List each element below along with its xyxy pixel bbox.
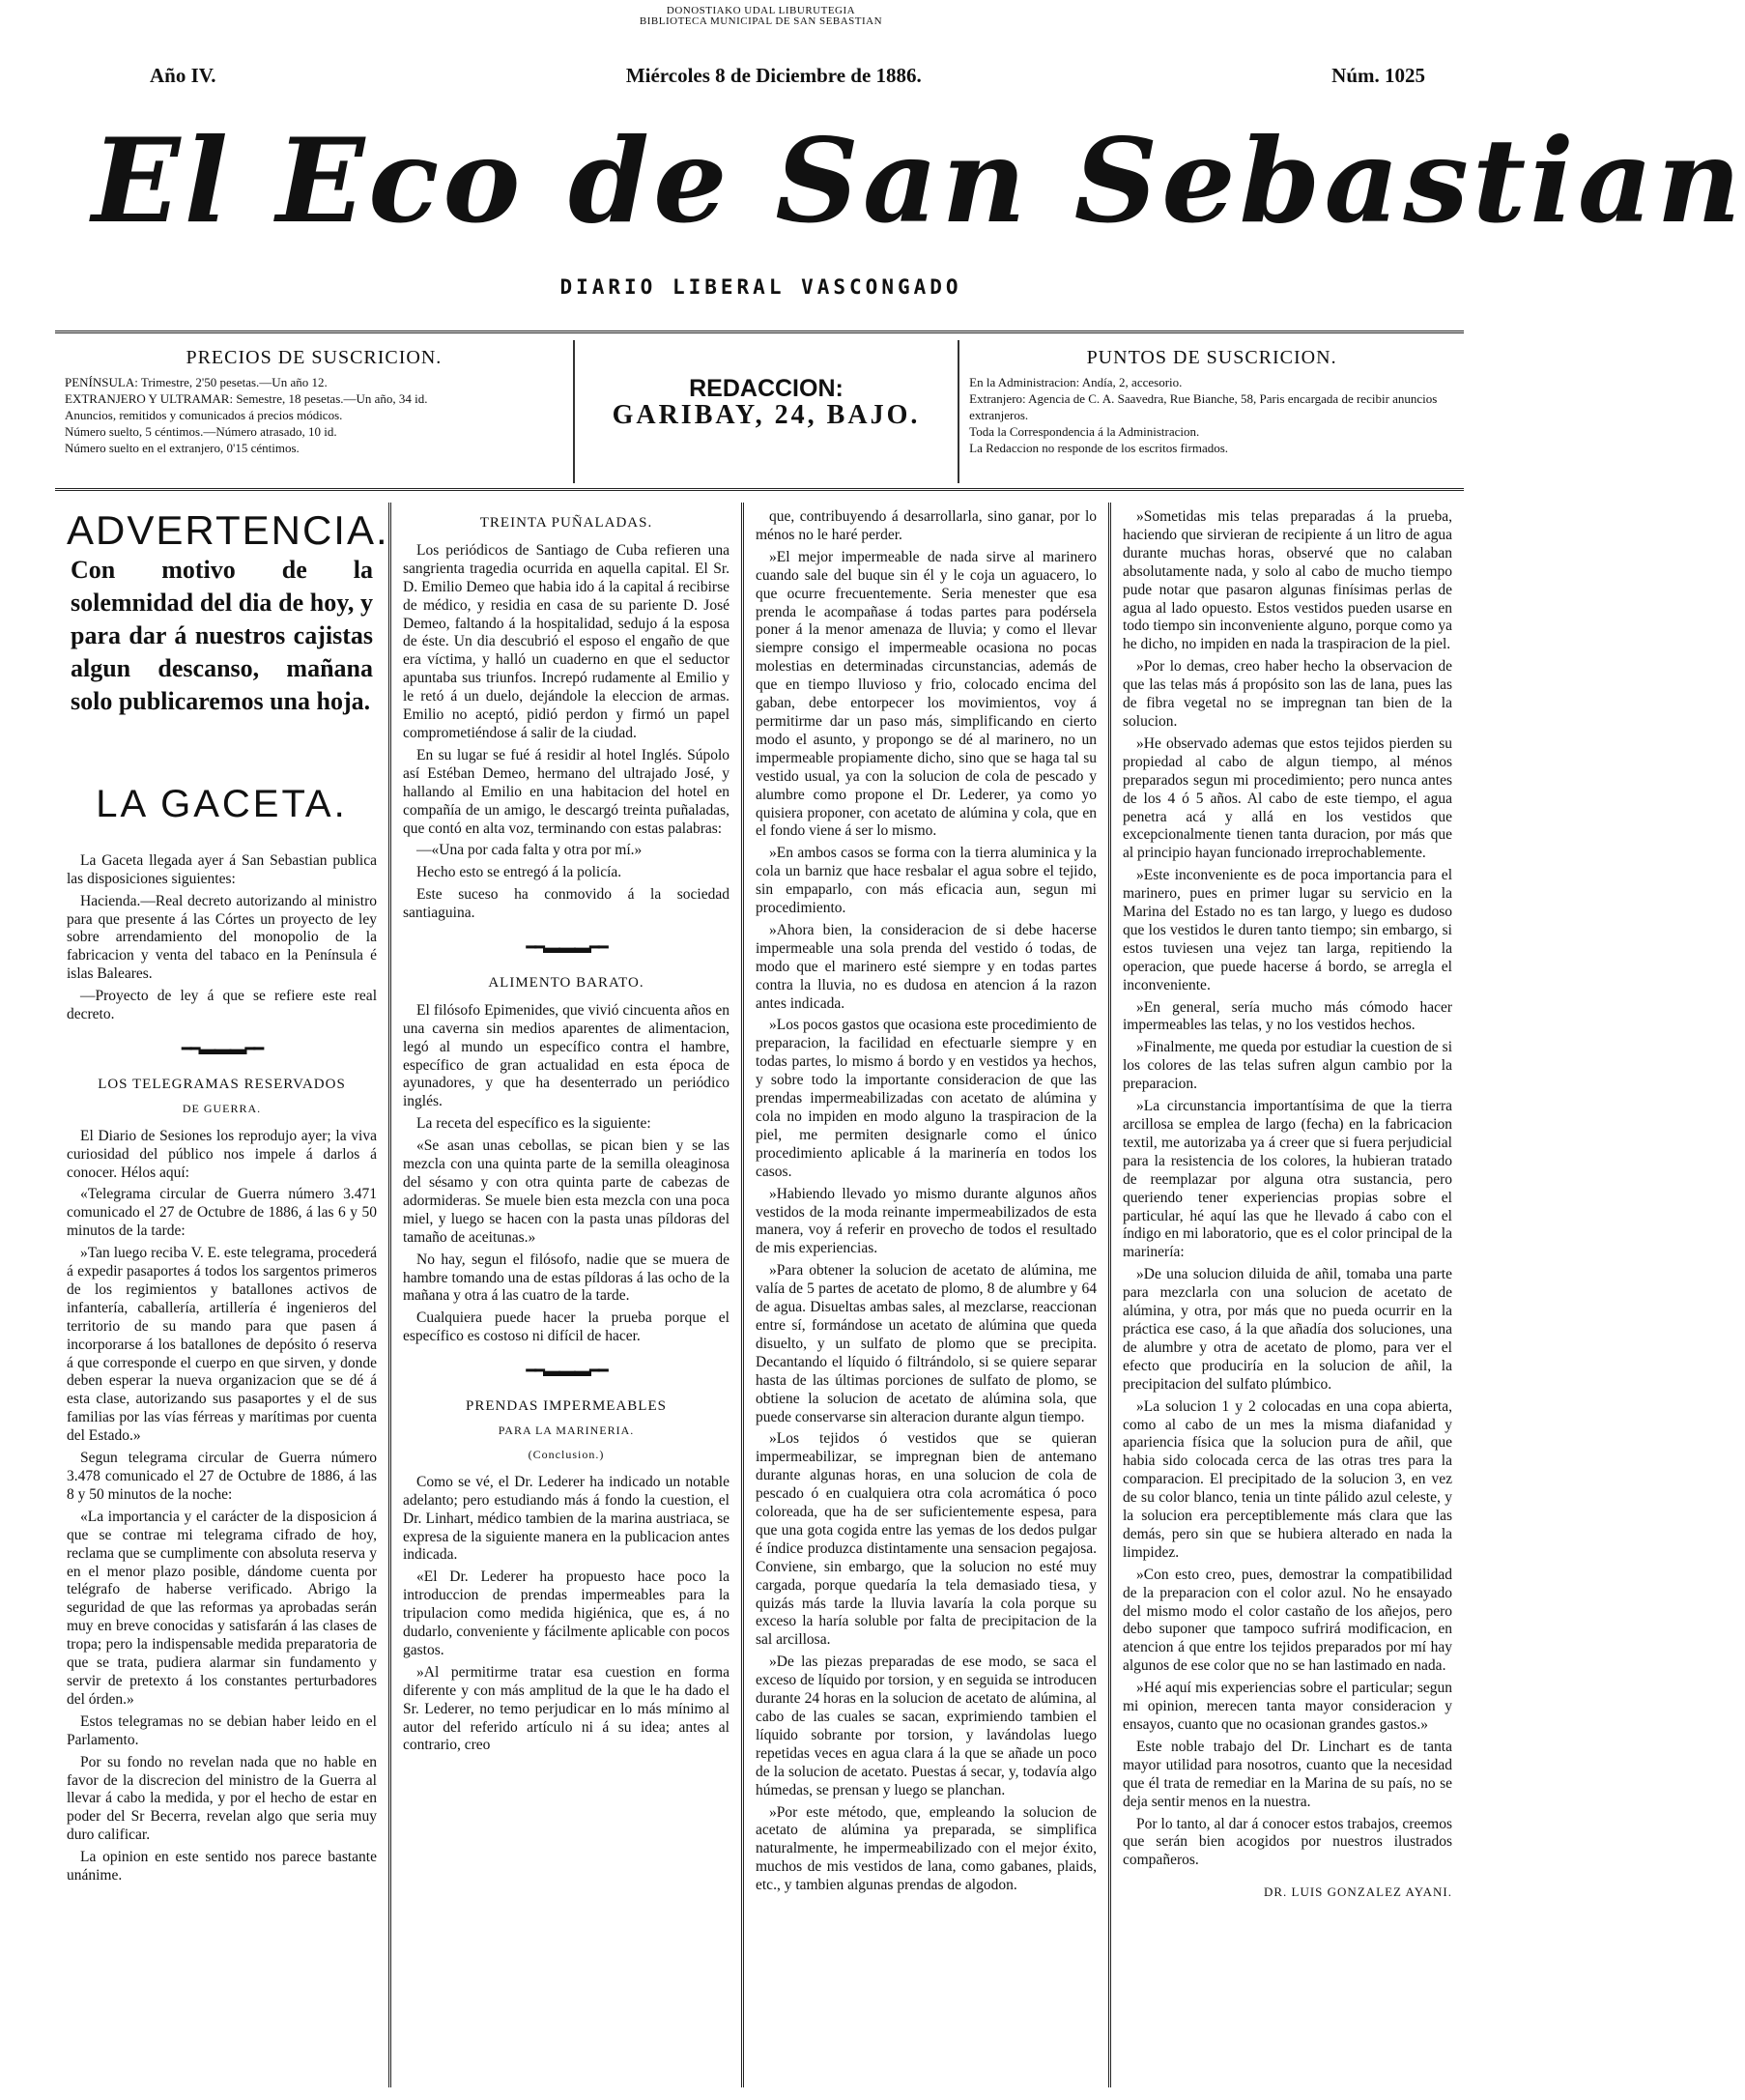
- article-paragraph: »Por este método, que, empleando la solucion de acetato de alúmina ya preparada, se simplifica naturalmente, he impermeabilizado con el mejor éxito, muchos de mis vestidos de lana, como gabanes, plaids, etc., y tambien algunas prendas de algodon.: [756, 1803, 1097, 1894]
- article-paragraph: La Gaceta llegada ayer á San Sebastian publica las disposiciones siguientes:: [67, 851, 377, 887]
- archive-stamp: [0, 6, 1522, 27]
- header-rule: [55, 331, 1464, 333]
- article-paragraph: Segun telegrama circular de Guerra número 3.478 comunicado el 27 de Octubre de 1886, á las 8 y 50 minutos de la noche:: [67, 1450, 377, 1503]
- newspaper-subtitle: DIARIO LIBERAL VASCONGADO: [559, 275, 962, 299]
- article-paragraph: Hecho esto se entregó á la policía.: [416, 864, 622, 881]
- article-paragraph: »El mejor impermeable de nada sirve al marinero cuando sale del buque sin él y le coja un aguacero, lo que ocurre frecuentemente. Seria menester que esa prenda le acompañase á todas partes para podérsela poner á la menor amenaza de lluvia; y como el llevar siempre consigo el impermeable ocasiona no pocas molestias en determinadas circunstancias, además de que en tiempo lluvioso y frio, colocado encima del gaban, debe entorpecer los movimientos, voy á permitirme dar un paso más, simplificando en cierto modo el asunto, y propongo se dé al marinero, no un impermeable propiamente dicho, sino que se haga tal su vestido usual, ya con la solucion de cola de pescado y alumbre como propone el Dr. Lederer, ya como yo quisiera proponer, con acetato de alúmina y cola, que en el fondo viene á ser lo mismo.: [756, 548, 1097, 840]
- article-paragraph: Como se vé, el Dr. Lederer ha indicado un notable adelanto; pero estudiando más á fondo la cuestion, el Dr. Linhart, médico tambien de la marina austriaca, se expresa de la siguiente manera en la publicacion antes indicada.: [403, 1473, 729, 1564]
- article-paragraph: »En ambos casos se forma con la tierra aluminica y la cola un barniz que hace resbalar el agua sobre el tejido, sin empaparlo, con más eficacia aun, segun mi procedimiento.: [756, 845, 1097, 917]
- article-paragraph: —Proyecto de ley á que se refiere este real decreto.: [67, 988, 377, 1023]
- article-paragraph: Este noble trabajo del Dr. Linchart es de tanta mayor utilidad para nosotros, cuanto que la necesidad que él trata de remediar en la Marina de su país, no se deja sentir menos en la nuestra.: [1123, 1738, 1452, 1810]
- puntos-line: Toda la Correspondencia á la Administracion.: [969, 424, 1200, 439]
- telegramas-subtitle: DE GUERRA.: [182, 1101, 262, 1115]
- article-paragraph: La opinion en este sentido nos parece bastante unánime.: [67, 1849, 377, 1884]
- article-paragraph: Estos telegramas no se debian haber leido en el Parlamento.: [67, 1712, 377, 1748]
- issue-year: Año IV.: [150, 64, 216, 87]
- article-paragraph: Por su fondo no revelan nada que no hable en favor de la discrecion del ministro de la Guerra al llevar á cabo la medida, y por el hecho de estar en poder del Sr Becerra, revelan algo que seria muy duro calificar.: [67, 1753, 377, 1844]
- article-paragraph: En su lugar se fué á residir al hotel Inglés. Súpolo así Estéban Demeo, hermano del ultrajado José, y hallando al Emilio en una habitacion del hotel en compañía de un amigo, le descargó treinta puñaladas, que contó en alta voz, terminando con estas palabras:: [403, 746, 729, 837]
- subscription-info-box: [55, 340, 1464, 483]
- article-paragraph: »Tan luego reciba V. E. este telegrama, procederá á expedir pasaportes á todos los sargentos primeros de los regimientos y batallones activos de infantería, caballería, artillería é ingenieros del territorio de su mando para que pasen á incorporarse á los batallones de depósito ó reserva á que corresponde el cuerpo en que sirven, y donde deben esperar la nueva organizacion que se dé á esta clase, autorizando sus pasaportes y el de sus familias por las vías férreas y marítimas por cuenta del Estado.»: [67, 1245, 377, 1445]
- telegramas-title: LOS TELEGRAMAS RESERVADOS: [98, 1076, 346, 1092]
- puntos-line: En la Administracion: Andía, 2, accesorio.: [969, 375, 1183, 389]
- info-rule: [55, 488, 1464, 491]
- article-paragraph: La receta del específico es la siguiente:: [416, 1115, 651, 1133]
- advertencia-text: Con motivo de la solemnidad del dia de hoy, y para dar á nuestros cajistas algun descanso, mañana solo publicaremos una hoja.: [71, 555, 373, 715]
- ornament-divider: ━━▬▬▬━━: [181, 1038, 263, 1058]
- article-paragraph: »Finalmente, me queda por estudiar la cuestion de si los colores de las telas sufren algun cambio por la preparacion.: [1123, 1039, 1452, 1093]
- article-paragraph: Por lo tanto, al dar á conocer estos trabajos, creemos que serán bien acogidos por nuestros ilustrados compañeros.: [1123, 1815, 1452, 1869]
- issue-number: Núm. 1025: [1331, 64, 1425, 87]
- precios-line: PENÍNSULA: Trimestre, 2'50 pesetas.—Un año 12.: [65, 375, 328, 389]
- article-paragraph: «El Dr. Lederer ha propuesto hace poco la introduccion de prendas impermeables para la tripulacion como medida higiénica, que es, á no dudarlo, conveniente y fácilmente aplicable con pocos gastos.: [403, 1568, 729, 1658]
- article-paragraph: «La importancia y el carácter de la disposicion á que se contrae mi telegrama cifrado de hoy, reclama que se cumplimente con absoluta reserva y en el menor plazo posible, dándome cuenta por telégrafo de haberse verificado. Abrigo la seguridad de que las reformas ya aprobadas serán muy en breve conocidas y satisfarán á las clases de tropa; pero la indispensable medida preparatoria de que se trata, pudiera alarmar sin fundamento y servir de pretexto á los constantes perturbadores del órden.»: [67, 1508, 377, 1708]
- puntos-line: Extranjero: Agencia de C. A. Saavedra, Rue Bianche, 58, Paris encargada de recibir anuncios extranjeros.: [969, 391, 1438, 422]
- article-paragraph: El Diario de Sesiones los reprodujo ayer; la viva curiosidad del público nos impele á darlos á conocer. Hélos aquí:: [67, 1127, 377, 1181]
- trienta-title: TREINTA PUÑALADAS.: [479, 515, 653, 531]
- article-paragraph: »Por lo demas, creo haber hecho la observacion de que las telas más á propósito son las de lana, pues las de fibra vegetal no se impregnan tan bien de la solucion.: [1123, 658, 1452, 730]
- article-paragraph: »Para obtener la solucion de acetato de alúmina, me valía de 5 partes de acetato de plomo, 8 de alumbre y 64 de agua. Disueltas ambas sales, al mezclarse, reaccionan entre sí, formándose un acetato de alúmina que queda disuelto, y un sulfato de plomo que se precipita. Decantando el líquido ó filtrándolo, si se quiere separar hasta de las últimas porciones de sulfato de plomo, se obtiene la solucion de acetato de alúmina sola, que puede conservarse sin alteracion durante algun tiempo.: [756, 1262, 1097, 1425]
- prendas-title: PRENDAS IMPERMEABLES: [466, 1398, 667, 1415]
- article-paragraph: »Los pocos gastos que ocasiona este procedimiento de preparacion, la facilidad en efectuarle siempre y en todas partes, lo mismo á bordo y en vestidos ya hechos, y sobre todo la importante consideracion de que las prendas impermeabilizadas con acetato de alúmina y cola no impiden en modo alguno la traspiracion de la piel, me permiten designarle como el único procedimiento aplicable á la marinería en todos los casos.: [756, 1017, 1097, 1180]
- precios-line: EXTRANJERO Y ULTRAMAR: Semestre, 18 pesetas.—Un año, 34 id.: [65, 391, 428, 406]
- article-paragraph: Los periódicos de Santiago de Cuba refieren una sangrienta tragedia ocurrida en aquella capital. El Sr. D. Emilio Demeo que habia ido á la capital á recibirse de médico, y residia en casa de su pariente D. José Demeo, faltando á la hospitalidad, sedujo á la esposa de éste. Un dia descubrió el esposo el engaño de que era víctima, y halló un cuaderno en que el seductor apuntaba sus triunfos. Increpó rudamente al Emilio y le retó á un duelo, dejándole la eleccion de armas. Emilio no aceptó, pidió perdon y firmó un papel comprometiéndose á salir de la ciudad.: [403, 541, 729, 741]
- ornament-divider: ━━▬▬▬━━: [526, 937, 607, 958]
- issue-date: Miércoles 8 de Diciembre de 1886.: [625, 64, 922, 87]
- article-paragraph: «Telegrama circular de Guerra número 3.471 comunicado el 27 de Octubre de 1886, á las 6 y 50 minutos de la tarde:: [67, 1186, 377, 1240]
- article-paragraph: que, contribuyendo á desarrollarla, sino ganar, por lo ménos no le haré perder.: [756, 508, 1097, 543]
- article-paragraph: »Ahora bien, la consideracion de si debe hacerse impermeable una sola prenda del vestido ó todas, de modo que el marinero esté siempre y en todas partes contra la lluvia, no es dudosa en atencion á la razon antes indicada.: [756, 921, 1097, 1012]
- article-paragraph: »La circunstancia importantísima de que la tierra arcillosa se emplea de largo (fecha) en la fabricacion textil, me autorizaba ya á creer que si fuera perjudicial para la resistencia de los colores, la hubieran tratado de reemplazar por alguna otra sustancia, pero queriendo tener experiencias propias sobre el particular, hé aquí las que he llevado á cabo con el índigo en mi laboratorio, que es el color principal de la marinería:: [1123, 1098, 1452, 1261]
- prendas-note: (Conclusion.): [528, 1447, 605, 1461]
- article-paragraph: »En general, sería mucho más cómodo hacer impermeables las telas, y no los vestidos hechos.: [1123, 998, 1452, 1034]
- author-signature: DR. LUIS GONZALEZ AYANI.: [1263, 1884, 1452, 1900]
- article-paragraph: »Hé aquí mis experiencias sobre el particular; segun mi opinion, merecen tanta mayor consideracion y ensayos, cuanto que no ocasionan grandes gastos.»: [1123, 1680, 1452, 1733]
- alimento-title: ALIMENTO BARATO.: [488, 974, 644, 991]
- article-paragraph: »De una solucion diluida de añil, tomaba una parte para mezclarla con una solucion de acetato de alúmina, y otra, por más que no pueda ocurrir en la práctica ese caso, á la que añadía dos soluciones, una de alumbre y otra de acetato de plomo, para ver el efecto que produciría en la solucion de añil, la precipitacion del sulfato plúmbico.: [1123, 1266, 1452, 1393]
- column-3: [741, 503, 1108, 2087]
- article-paragraph: Cualquiera puede hacer la prueba porque el específico es costoso ni difícil de hacer.: [403, 1309, 729, 1345]
- ornament-divider: ━━▬▬▬━━: [526, 1361, 607, 1381]
- article-paragraph: Este suceso ha conmovido á la sociedad santiaguina.: [403, 886, 729, 922]
- column-4: [1108, 503, 1464, 2087]
- archive-line-2: BIBLIOTECA MUNICIPAL DE SAN SEBASTIAN: [639, 15, 883, 27]
- newspaper-title: El Eco de San Sebastian: [92, 113, 1745, 249]
- article-paragraph: »Este inconveniente es de poca importancia para el marinero, pues en primer lugar su servicio en la Marina del Estado no es tan largo, y luego es dudoso que los vestidos le duren tanto tiempo; sin embargo, si estos tuviesen una vejez tan larga, repitiendo la operacion, que puede hacerse á bordo, se arregla el inconveniente.: [1123, 867, 1452, 993]
- article-paragraph: Hacienda.—Real decreto autorizando al ministro para que presente á las Córtes un proyecto de ley sobre arrendamiento del monopolio de la fabricacion y venta del tabaco en la Península é islas Baleares.: [67, 892, 377, 983]
- article-paragraph: »Sometidas mis telas preparadas á la prueba, haciendo que sirvieran de recipiente á un litro de agua durante muchas horas, observé que no calaban absolutamente nada, y solo al cabo de mucho tiempo pude notar que pasaron algunas finísimas perlas de agua al lado opuesto. Estos vestidos pueden usarse en todo tiempo sin inconveniente alguno, porque como ya he dicho, no impiden en nada la traspiracion de la piel.: [1123, 508, 1452, 653]
- precios-section: [55, 340, 575, 483]
- article-paragraph: »Los tejidos ó vestidos que se quieran impermeabilizar, se impregnan bien de antemano durante algunas horas, en una solucion de cola de pescado ó en cualquiera otra cola acromática ó poco coloreada, que ha de ser suficientemente espesa, para que una gota cogida entre las yemas de los dedos pulgar é índice produzca distintamente una sensacion pegajosa. Conviene, sin embargo, que la solucion no esté muy cargada, porque quedaría la tela demasiado tiesa, y quizás más tarde la lluvia lavaría la cola porque su exceso la haría soluble por falta de precipitacion de la sal arcillosa.: [756, 1430, 1097, 1649]
- puntos-section: [959, 340, 1464, 483]
- prendas-subtitle: PARA LA MARINERIA.: [498, 1423, 635, 1437]
- article-paragraph: »La solucion 1 y 2 colocadas en una copa abierta, como al cabo de un mes la misma diafanidad y apariencia física que la solucion pura de añil, que habia sido colocada cerca de las otras tres para la comparacion. El precipitado de la solucion 3, en vez de su color blanco, tenia un tinte pálido azul celeste, y la solucion era perceptiblemente más clara que las demás, pero sin que se hubiera alterado en nada la limpidez.: [1123, 1397, 1452, 1561]
- precios-title: PRECIOS DE SUSCRICION.: [186, 347, 443, 368]
- article-paragraph: »Al permitirme tratar esa cuestion en forma diferente y con más amplitud de la que le ha dado el Sr. Lederer, no temo perjudicar en lo más mínimo al autor del referido artículo ni á su idea; antes al contrario, creo: [403, 1663, 729, 1754]
- advertencia-title: ADVERTENCIA.: [67, 507, 389, 553]
- column-1: [55, 503, 388, 2087]
- article-paragraph: No hay, segun el filósofo, nadie que se muera de hambre tomando una de estas píldoras á las ocho de la mañana y otra á las cuatro de la tarde.: [403, 1251, 729, 1305]
- gaceta-title: LA GACETA.: [96, 782, 348, 825]
- article-paragraph: El filósofo Epimenides, que vivió cincuenta años en una caverna sin medios aparentes de alimentacion, legó al mundo un específico contra el hambre, específico de gran actualidad en esta época de ayunadores, y que ha desenterrado un periódico inglés.: [403, 1001, 729, 1110]
- article-paragraph: »Habiendo llevado yo mismo durante algunos años vestidos de la moda reinante impermeabilizados de esta manera, voy á referir en provecho de todos el resultado de mis experiencias.: [756, 1185, 1097, 1257]
- redaccion-section: [575, 340, 959, 483]
- precios-line: Número suelto, 5 céntimos.—Número atrasado, 10 id.: [65, 424, 337, 439]
- article-paragraph: »Con esto creo, pues, demostrar la compatibilidad de la preparacion con el color azul. No he ensayado del mismo modo el color castaño de los añejos, pero debo suponer que tampoco sufrirá modificacion, en atencion á que entre los tejidos preparados por mí hay algunos de ese color que no se han lastimado en nada.: [1123, 1566, 1452, 1675]
- precios-line: Número suelto en el extranjero, 0'15 céntimos.: [65, 441, 300, 455]
- puntos-title: PUNTOS DE SUSCRICION.: [1086, 347, 1337, 368]
- archive-line-1: DONOSTIAKO UDAL LIBURUTEGIA: [666, 5, 856, 16]
- article-paragraph: »He observado ademas que estos tejidos pierden su propiedad al cabo de algun tiempo, al ménos preparados segun mi procedimiento; pero nunca antes de los 4 ó 5 años. Al cabo de este tiempo, el agua penetra acá y allá en los vestidos que excepcionalmente tienen tanta duracion, por más que al principio hayan funcionado irreprochablemente.: [1123, 734, 1452, 862]
- article-paragraph: —«Una por cada falta y otra por mí.»: [416, 842, 643, 859]
- article-paragraph: »De las piezas preparadas de ese modo, se saca el exceso de líquido por torsion, y en seguida se introducen durante 24 horas en la solucion de acetato de alúmina, al cabo de las cuales se sacan, exprimiendo tambien el líquido sobrante por torsion, y lavándolas luego repetidas veces en agua clara á la que se añade un poco de la solucion de acetato. Puestas á secar, y, todavía algo húmedas, se prensan y luego se planchan.: [756, 1654, 1097, 1798]
- article-paragraph: «Se asan unas cebollas, se pican bien y se las mezcla con una quinta parte de la semilla oleaginosa del sésamo y con otra quinta parte de cabezas de adormideras. Se muele bien esta mezcla con una poca miel, y luego se hacen con la pasta unas píldoras del tamaño de aceitunas.»: [403, 1137, 729, 1246]
- precios-line: Anuncios, remitidos y comunicados á precios módicos.: [65, 408, 343, 422]
- issue-info-line: [150, 64, 1425, 88]
- column-2: [388, 503, 741, 2087]
- redaccion-title: REDACCION:: [689, 375, 844, 402]
- puntos-line: La Redaccion no responde de los escritos firmados.: [969, 441, 1229, 455]
- redaccion-address: GARIBAY, 24, BAJO.: [612, 400, 921, 430]
- article-columns: [55, 503, 1464, 2087]
